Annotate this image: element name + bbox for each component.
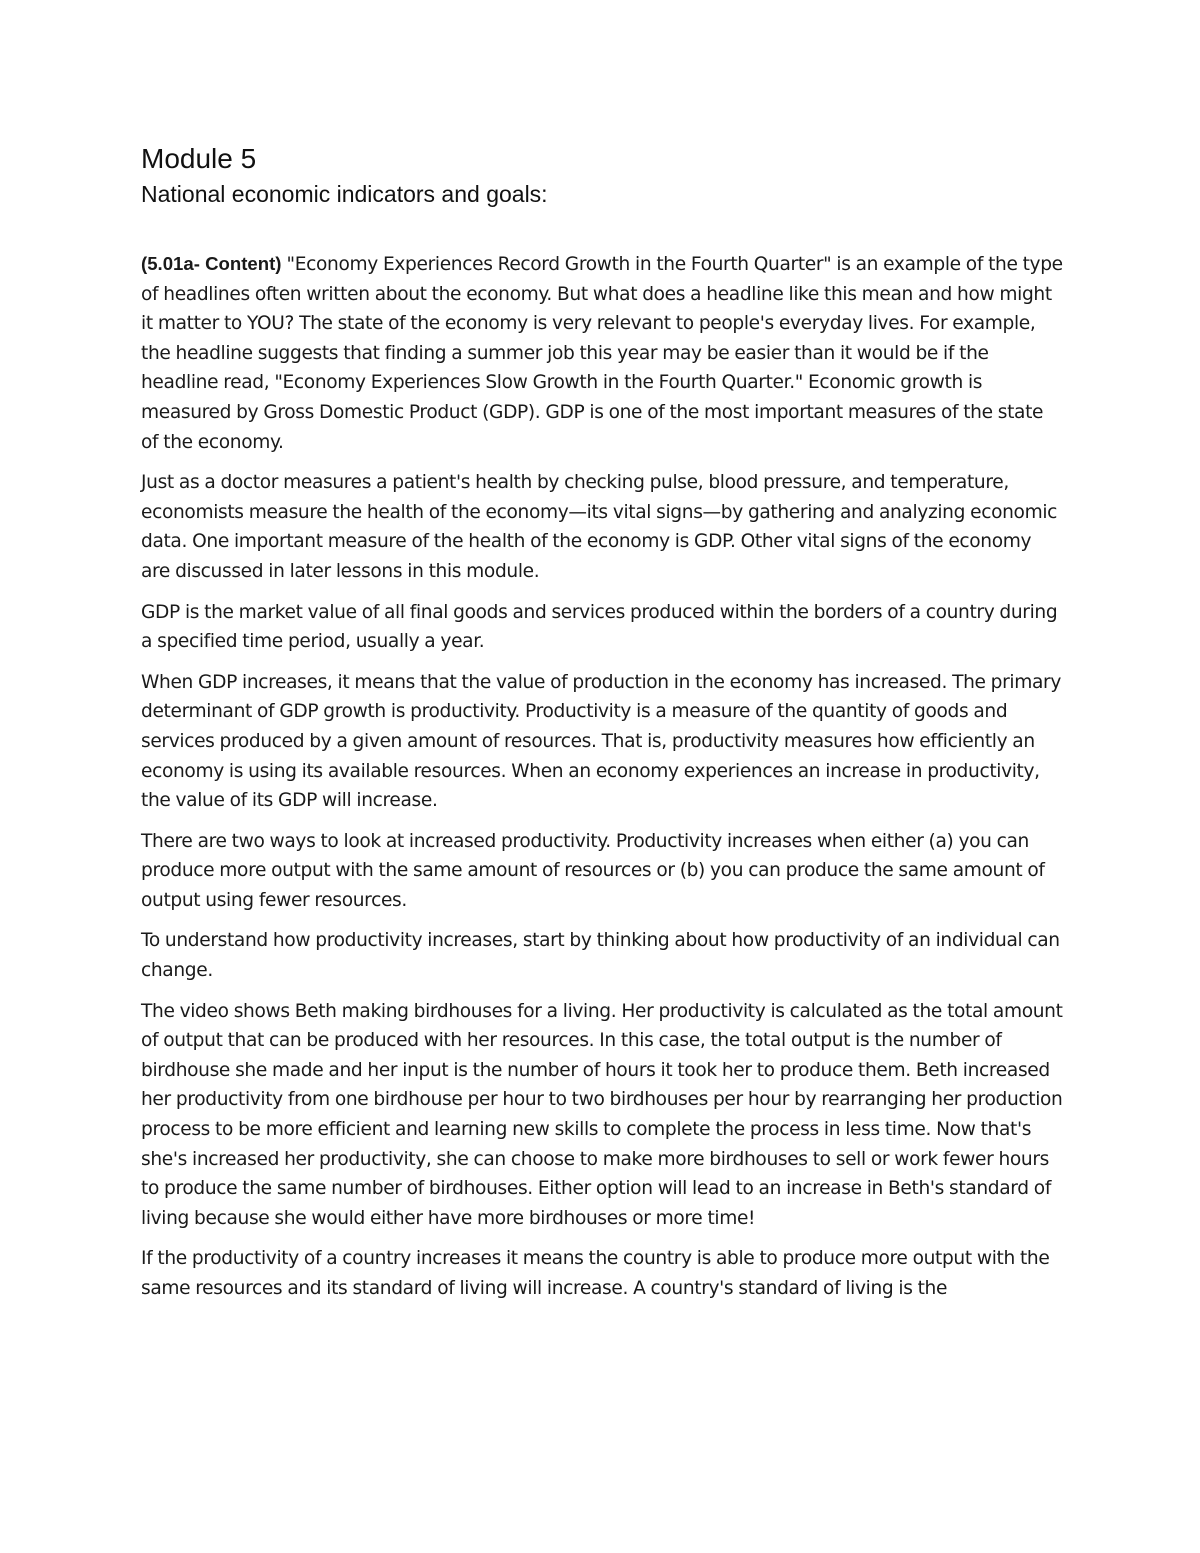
paragraph-text: "Economy Experiences Record Growth in the Fourth Quarter" is an example of the type of headlines often written about the economy. But what does a headline like this mean and how might it matter to YOU? The state of the economy is very relevant to people's everyday lives. For example, the headline suggests that finding a summer job this year may be easier than it would be if the headline read, "Economy Experiences Slow Growth in the Fourth Quarter." Economic growth is measured by Gross Domestic Product (GDP). GDP is one of the most important measures of the state of the economy. <box>141 254 1063 453</box>
paragraph-gdp-increase: When GDP increases, it means that the value of production in the economy has increased. The primary determinant of GDP growth is productivity. Productivity is a measure of the quantity of goods and services produced by a given amount of resources. That is, productivity measures how efficiently an economy is using its available resources. When an economy experiences an increase in productivity, the value of its GDP will increase. <box>141 671 1061 812</box>
document-content <box>141 142 1063 1315</box>
module-subtitle: National economic indicators and goals: <box>141 181 548 207</box>
document-body <box>141 249 1063 1304</box>
paragraph-beth-video: The video shows Beth making birdhouses for a living. Her productivity is calculated as the total amount of output that can be produced with her resources. In this case, the total output is the number of birdhouse she made and her input is the number of hours it took her to produce them. Beth increased her productivity from one birdhouse per hour to two birdhouses per hour by rearranging her production process to be more efficient and learning new skills to complete the process in less time. Now that's she's increased her productivity, she can choose to make more birdhouses to sell or work fewer hours to produce the same number of birdhouses. Either option will lead to an increase in Beth's standard of living because she would either have more birdhouses or more time! <box>141 1000 1063 1229</box>
paragraph-intro <box>141 249 1063 457</box>
module-title: Module 5 <box>141 143 257 174</box>
paragraph-vital-signs: Just as a doctor measures a patient's health by checking pulse, blood pressure, and temperature, economists measure the health of the economy—its vital signs—by gathering and analyzing economic data. One important measure of the health of the economy is GDP. Other vital signs of the economy are discussed in later lessons in this module. <box>141 472 1058 582</box>
paragraph-individual: To understand how productivity increases, start by thinking about how productivity of an individual can change. <box>141 930 1060 982</box>
paragraph-gdp-definition: GDP is the market value of all final goods and services produced within the borders of a country during a specified time period, usually a year. <box>141 601 1058 653</box>
paragraph-country-productivity: If the productivity of a country increases it means the country is able to produce more output with the same resources and its standard of living will increase. A country's standard of living is the <box>141 1248 1050 1299</box>
content-tag: (5.01a- Content) <box>141 253 282 274</box>
paragraph-two-ways: There are two ways to look at increased productivity. Productivity increases when either (a) you can produce more output with the same amount of resources or (b) you can produce the same amount of output using fewer resources. <box>141 830 1045 911</box>
